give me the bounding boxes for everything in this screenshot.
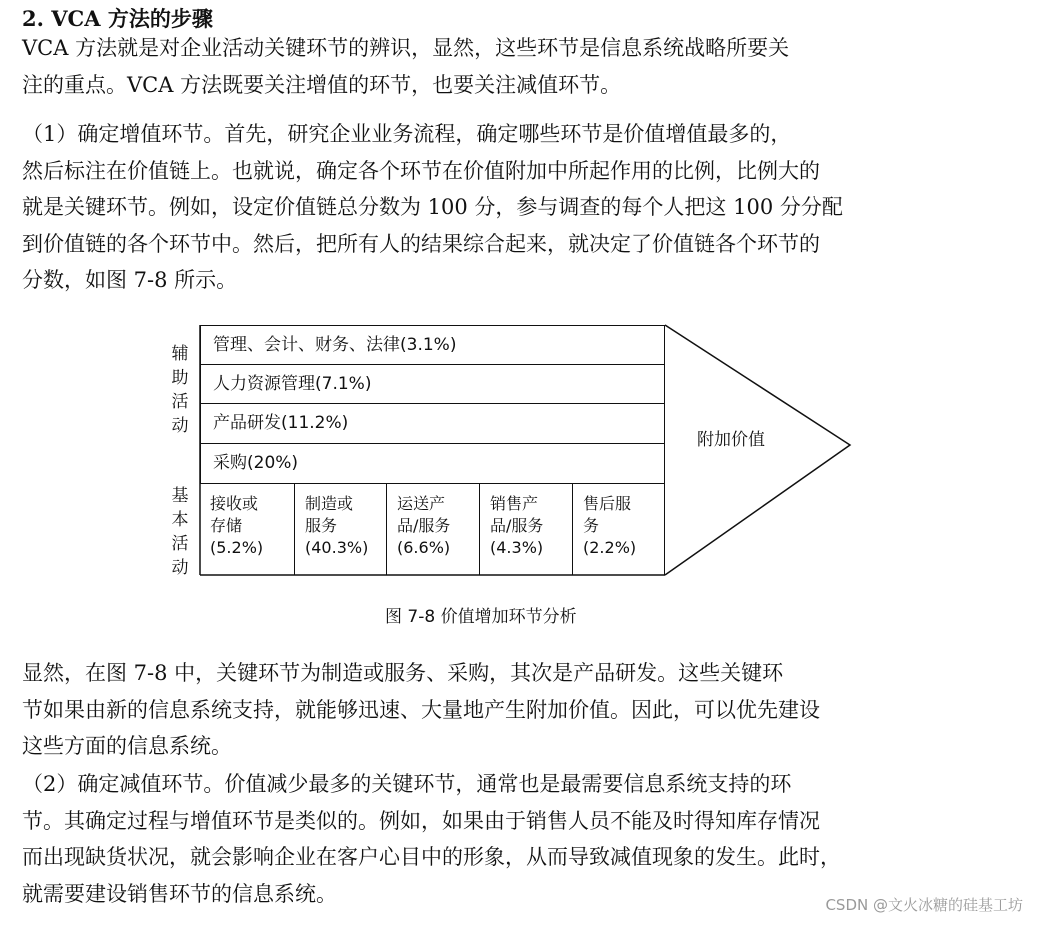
label-char: 动 xyxy=(171,416,189,436)
text-line: 到价值链的各个环节中。然后，把所有人的结果综合起来，就决定了价值链各个环节的 xyxy=(22,231,820,256)
label-char: 活 xyxy=(171,392,189,412)
support-row-hr: 人力资源管理(7.1%) xyxy=(200,364,665,404)
text-line: 节。其确定过程与增值环节是类似的。例如，如果由于销售人员不能及时得知库存情况 xyxy=(22,808,820,833)
cell-text: 品/服务 xyxy=(397,516,451,535)
cell-text: 销售产 xyxy=(490,494,539,513)
text-line: VCA 方法就是对企业活动关键环节的辨识，显然，这些环节是信息系统战略所要关 xyxy=(22,36,790,60)
label-char: 助 xyxy=(171,368,189,388)
text-line: 而出现缺货状况，就会影响企业在客户心目中的形象，从而导致减值现象的发生。此时， xyxy=(22,845,841,869)
primary-cell-operations xyxy=(294,483,386,575)
primary-row-border xyxy=(200,483,665,576)
cell-text: 售后服 xyxy=(583,494,632,513)
primary-cell-inbound xyxy=(200,483,294,575)
section-heading: 2. VCA 方法的步骤 xyxy=(22,6,213,31)
cell-value: (40.3%) xyxy=(305,538,369,557)
text-line: 这些方面的信息系统。 xyxy=(22,734,232,758)
text-line: 节如果由新的信息系统支持，就能够迅速、大量地产生附加价值。因此，可以优先建设 xyxy=(22,697,820,722)
cell-text: 制造或 xyxy=(305,494,354,513)
cell-value: (5.2%) xyxy=(210,538,264,557)
cell-value: (6.6%) xyxy=(397,538,451,557)
support-row-rnd: 产品研发(11.2%) xyxy=(200,403,665,443)
value-added-label: 附加价值 xyxy=(697,430,765,450)
label-char: 活 xyxy=(171,534,189,554)
cell-value: (4.3%) xyxy=(490,538,544,557)
cell-text: 品/服务 xyxy=(490,516,544,535)
support-row-procurement: 采购(20%) xyxy=(200,443,665,483)
paragraph-intro xyxy=(22,30,1017,103)
text-line: 就是关键环节。例如，设定价值链总分数为 100 分，参与调查的每个人把这 100 分分配 xyxy=(22,195,843,219)
text-line: （1）确定增值环节。首先，研究企业业务流程，确定哪些环节是价值增值最多的， xyxy=(22,122,792,146)
label-char: 辅 xyxy=(171,344,189,364)
csdn-watermark: CSDN @文火冰糖的硅基工坊 xyxy=(825,896,1023,914)
paragraph-value-added xyxy=(22,116,1017,299)
text-line: 就需要建设销售环节的信息系统。 xyxy=(22,881,337,906)
label-char: 动 xyxy=(171,558,189,578)
support-activities-label xyxy=(165,342,195,438)
cell-value: (2.2%) xyxy=(583,538,637,557)
cell-text: 运送产 xyxy=(397,494,446,513)
text-line: 然后标注在价值链上。也就说，确定各个环节在价值附加中所起作用的比例，比例大的 xyxy=(22,158,820,183)
primary-activities-label xyxy=(165,484,195,580)
text-line: 注的重点。VCA 方法既要关注增值的环节，也要关注减值环节。 xyxy=(22,72,622,97)
support-row-management: 管理、会计、财务、法律(3.1%) xyxy=(200,325,665,365)
cell-text: 服务 xyxy=(305,516,338,535)
cell-text: 务 xyxy=(583,516,600,535)
text-line: （2）确定减值环节。价值减少最多的关键环节，通常也是最需要信息系统支持的环 xyxy=(22,772,792,796)
primary-cell-service xyxy=(572,483,665,575)
cell-text: 存储 xyxy=(210,516,243,535)
label-char: 基 xyxy=(171,486,189,506)
cell-text: 接收或 xyxy=(210,494,259,513)
primary-cell-sales xyxy=(479,483,572,575)
value-arrow-outline xyxy=(665,325,850,575)
text-line: 显然，在图 7-8 中，关键环节为制造或服务、采购，其次是产品研发。这些关键环 xyxy=(22,661,784,685)
figure-caption: 图 7-8 价值增加环节分析 xyxy=(385,607,577,627)
label-char: 本 xyxy=(171,510,189,530)
paragraph-conclusion xyxy=(22,655,1017,765)
paragraph-value-reduced xyxy=(22,766,1017,912)
text-line: 分数，如图 7-8 所示。 xyxy=(22,268,238,292)
primary-cell-outbound xyxy=(386,483,479,575)
